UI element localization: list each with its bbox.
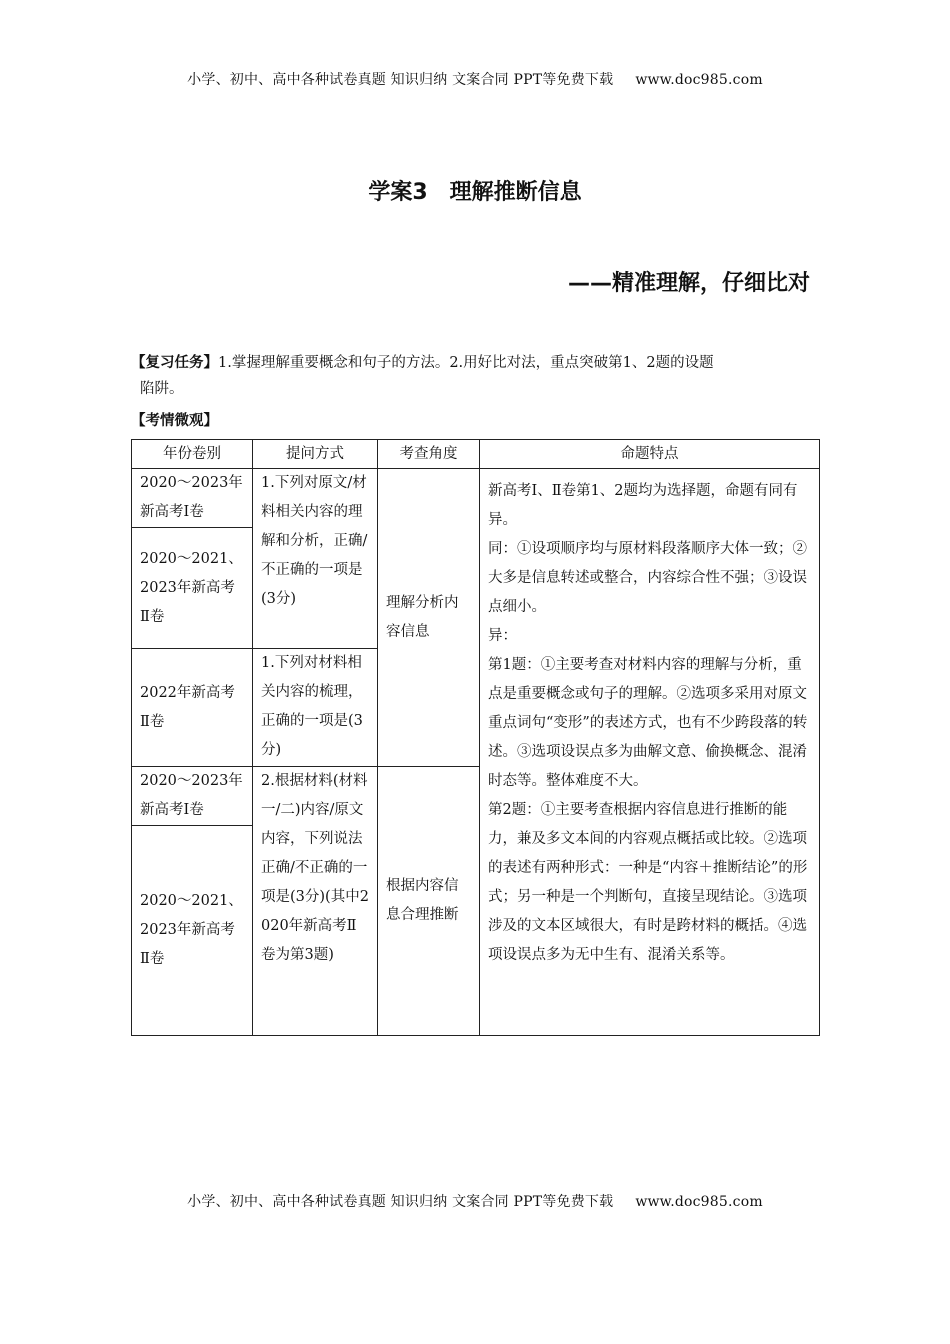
header-cell: 命题特点 <box>480 440 820 469</box>
header-site-link[interactable]: www.doc985.com <box>635 72 763 88</box>
question-cell: 1.下列对原文/材料相关内容的理解和分析，正确/不正确的一项是(3分) <box>253 469 378 649</box>
features-para: 同：①设项顺序均与原材料段落顺序大体一致；②大多是信息转述或整合，内容综合性不强；③设误点细小。 <box>488 541 807 615</box>
review-task <box>131 350 821 402</box>
question-cell: 2.根据材料(材料一/二)内容/原文内容，下列说法正确/不正确的一项是(3分)(其中2020年新高考Ⅱ卷为第3题) <box>253 767 378 1036</box>
page-footer <box>0 1191 950 1211</box>
features-para: 第1题：①主要考查对材料内容的理解与分析，重点是重要概念或句子的理解。②选项多采用对原文重点词句“变形”的表述方式，也有不少跨段落的转述。③选项设误点多为曲解文意、偷换概念、混淆时态等。整体难度不大。 <box>488 657 808 789</box>
table-row <box>132 469 820 528</box>
features-para: 第2题：①主要考查根据内容信息进行推断的能力，兼及多文本间的内容观点概括或比较。②选项的表述有两种形式：一种是“内容＋推断结论”的形式；另一种是一个判断句，直接呈现结论。③选项涉及的文本区域很大，有时是跨材料的概括。④选项设误点多为无中生有、混淆关系等。 <box>488 802 808 963</box>
year-cell: 2020～2023年新高考Ⅰ卷 <box>132 469 253 528</box>
page-title <box>0 175 950 206</box>
page-header <box>0 69 950 89</box>
year-cell: 2020～2021、2023年新高考Ⅱ卷 <box>132 528 253 649</box>
header-cell: 年份卷别 <box>132 440 253 469</box>
table-header-row <box>132 440 820 469</box>
header-text: 小学、初中、高中各种试卷真题 知识归纳 文案合同 PPT等免费下载 <box>187 72 614 88</box>
angle-cell: 根据内容信息合理推断 <box>378 767 480 1036</box>
footer-text: 小学、初中、高中各种试卷真题 知识归纳 文案合同 PPT等免费下载 <box>187 1194 614 1210</box>
title-part1: 学案3 <box>368 180 428 205</box>
question-cell: 1.下列对材料相关内容的梳理，正确的一项是(3分) <box>253 649 378 767</box>
features-para: 异： <box>488 628 517 644</box>
header-cell: 提问方式 <box>253 440 378 469</box>
footer-site-link[interactable]: www.doc985.com <box>635 1194 763 1210</box>
year-cell: 2020～2023年新高考Ⅰ卷 <box>132 767 253 826</box>
task-text-line2: 陷阱。 <box>140 381 184 397</box>
situation-label: 【考情微观】 <box>131 413 218 429</box>
year-cell: 2020～2021、2023年新高考Ⅱ卷 <box>132 826 253 1036</box>
angle-cell: 理解分析内容信息 <box>378 469 480 767</box>
header-cell: 考查角度 <box>378 440 480 469</box>
page-subtitle: ——精准理解，仔细比对 <box>567 271 810 296</box>
exam-table <box>131 439 820 1036</box>
title-part2: 理解推断信息 <box>449 180 582 205</box>
features-cell <box>480 469 820 1036</box>
task-label: 【复习任务】 <box>131 355 218 371</box>
features-para: 新高考Ⅰ、Ⅱ卷第1、2题均为选择题，命题有同有异。 <box>488 483 798 528</box>
year-cell: 2022年新高考Ⅱ卷 <box>132 649 253 767</box>
task-text-line1: 1.掌握理解重要概念和句子的方法。2.用好比对法，重点突破第1、2题的设题 <box>218 355 714 371</box>
